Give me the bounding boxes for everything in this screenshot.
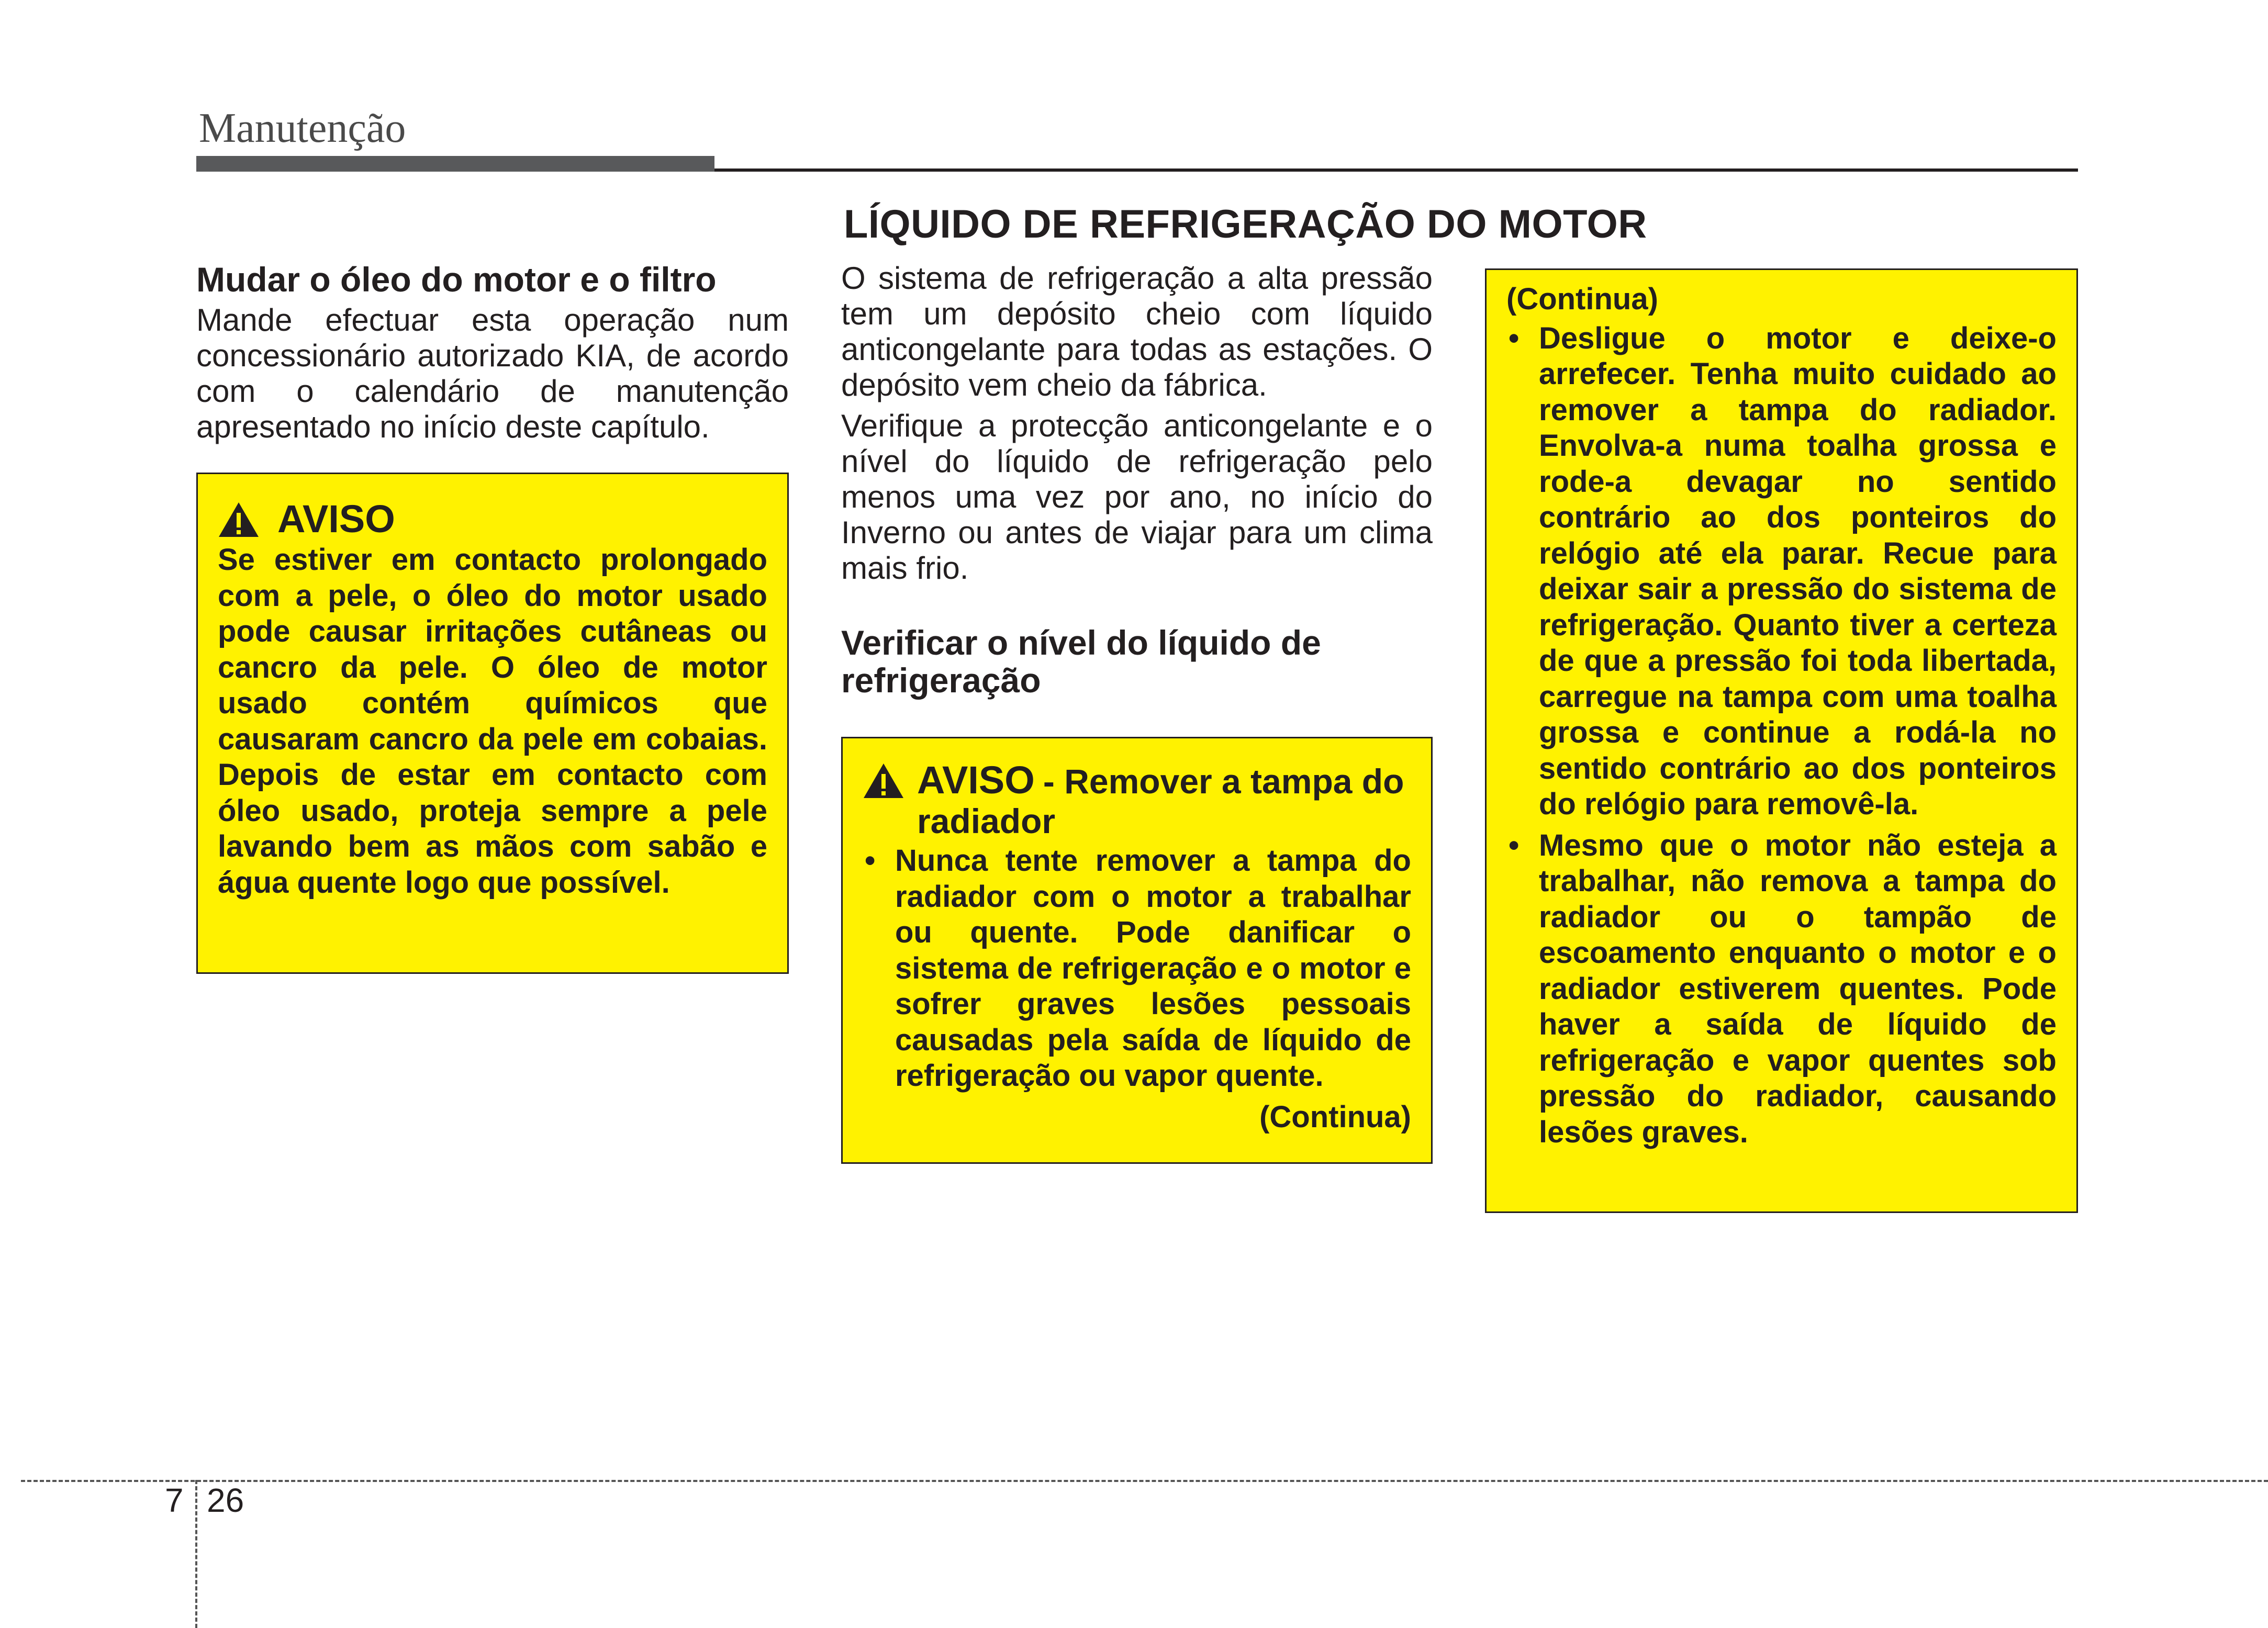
coolant-level-heading: Verificar o nível do líquido de refrigeração bbox=[841, 623, 1321, 700]
radiator-warning-list bbox=[863, 843, 1411, 1094]
oil-change-paragraph: Mande efectuar esta operação num concessionário autorizado KIA, de acordo com o calendário de manutenção apresentado no início deste capítulo. bbox=[196, 302, 789, 444]
radiator-warning-box bbox=[841, 737, 1433, 1164]
page-number: 26 bbox=[207, 1481, 244, 1519]
oil-warning-box bbox=[196, 473, 789, 974]
footer-divider bbox=[21, 1480, 2268, 1482]
header-rule bbox=[714, 169, 2078, 172]
radiator-warning-continued-list bbox=[1506, 321, 2057, 1151]
continued-note: (Continua) bbox=[1259, 1099, 1411, 1134]
radiator-warning-header bbox=[863, 759, 1411, 841]
column-2 bbox=[841, 261, 1433, 699]
warning-triangle-icon bbox=[218, 501, 260, 538]
warning-triangle-icon bbox=[863, 762, 904, 799]
radiator-warning-title: AVISO bbox=[917, 758, 1035, 802]
footer-margin-line bbox=[195, 1480, 197, 1628]
oil-warning-title: AVISO bbox=[277, 497, 395, 541]
radiator-warning-subtitle: - Remover a tampa do radiador bbox=[917, 762, 1404, 840]
column-1 bbox=[196, 261, 789, 450]
oil-warning-text: Se estiver em contacto prolongado com a pele, o óleo do motor usado pode causar irritações cutâneas ou cancro da pele. O óleo de motor usado contém químicos que causaram cancro da pele em cobaias. Depois de estar em contacto com óleo usado, proteja sempre a pele lavando bem as mãos com sabão e água quente logo que possível. bbox=[218, 543, 767, 900]
chapter-number: 7 bbox=[165, 1481, 184, 1519]
list-item: • Nunca tente remover a tampa do radiador com o motor a trabalhar ou quente. Pode danificar o sistema de refrigeração e o motor e sofrer graves lesões pessoais causadas pela saída de líquido de refrigeração ou vapor quente. bbox=[863, 843, 1411, 1094]
section-title: Manutenção bbox=[199, 105, 406, 151]
oil-change-heading: Mudar o óleo do motor e o filtro bbox=[196, 260, 717, 299]
page-title: LÍQUIDO DE REFRIGERAÇÃO DO MOTOR bbox=[844, 202, 1647, 246]
coolant-intro bbox=[841, 261, 1433, 586]
list-item: • Desligue o motor e deixe-o arrefecer. Tenha muito cuidado ao remover a tampa do radiador. Envolva-a numa toalha grossa e rode-a devagar no sentido contrário ao dos ponteiros do relógio até ela parar. Recue para deixar sair a pressão do sistema de refrigeração. Quanto tiver a certeza de que a pressão foi toda libertada, carregue na tampa com uma toalha grossa e continue a rodá-la no sentido contrário ao dos ponteiros do relógio para removê-la. bbox=[1506, 321, 2057, 823]
coolant-paragraph-1: O sistema de refrigeração a alta pressão tem um depósito cheio com líquido anticongelante para todas as estações. O depósito vem cheio da fábrica. bbox=[841, 261, 1433, 402]
coolant-paragraph-2: Verifique a protecção anticongelante e o nível do líquido de refrigeração pelo menos uma vez por ano, no início do Inverno ou antes de viajar para um clima mais frio. bbox=[841, 408, 1433, 586]
continued-label: (Continua) bbox=[1506, 282, 1658, 316]
header-bar bbox=[196, 156, 714, 172]
oil-warning-header bbox=[218, 498, 767, 540]
list-item: • Mesmo que o motor não esteja a trabalhar, não remova a tampa do radiador ou o tampão de escoamento enquanto o motor e o radiador estiverem quentes. Pode haver a saída de líquido de refrigeração e vapor quentes sob pressão do radiador, causando lesões graves. bbox=[1506, 828, 2057, 1151]
radiator-warning-continued-box bbox=[1485, 268, 2078, 1213]
